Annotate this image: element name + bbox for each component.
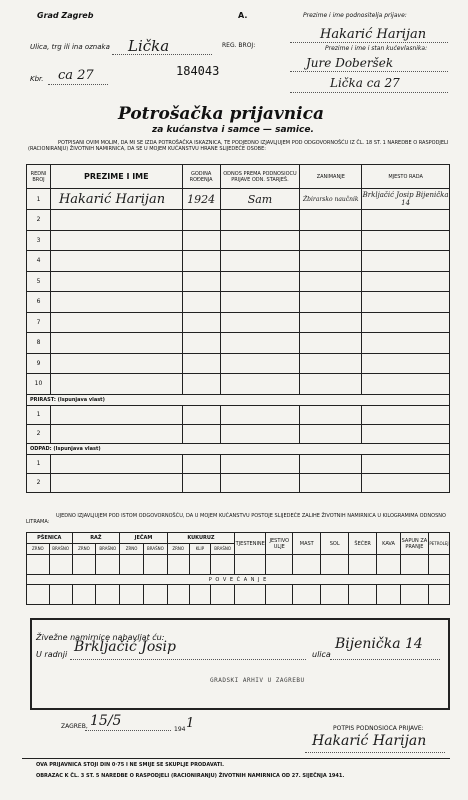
sub-brasno: BRAŠNO — [96, 544, 120, 555]
stock-table — [26, 532, 450, 605]
table-row — [27, 473, 450, 492]
row-number: 7 — [27, 312, 51, 333]
year-suffix: 1 — [186, 716, 195, 731]
row-number: 1 — [27, 454, 51, 473]
header-name: PREZIME I IME — [50, 165, 182, 189]
row-number: 1 — [27, 189, 51, 210]
row-number: 2 — [27, 473, 51, 492]
row-number: 2 — [27, 424, 51, 443]
table-row — [27, 230, 450, 251]
sub-zrno: ZRNO — [27, 544, 50, 555]
applicant-label: Prezime i ime podnositelja prijave: — [303, 12, 407, 19]
signature-value: Hakarić Harijan — [312, 733, 427, 749]
row-number: 8 — [27, 333, 51, 354]
reg-label: REG. BROJ: — [222, 42, 256, 49]
stock-mast: MAST — [293, 533, 321, 555]
prirast-label: PRIRAST: (Ispunjava vlast) — [27, 394, 450, 405]
stock-kava: KAVA — [377, 533, 401, 555]
stock-tjestenine: TJESTENINE — [235, 533, 266, 555]
stock-psenica: PŠENICA — [27, 533, 73, 544]
header-year: GODINA ROĐENJA — [182, 165, 220, 189]
date-value: 15/5 — [90, 713, 122, 729]
sub-zrno: ZRNO — [72, 544, 96, 555]
form-subtitle: za kućanstva i samce — samice. — [152, 125, 314, 135]
stock-ulje: JESTIVO ULJE — [266, 533, 293, 555]
supply-street-value: Bijenička 14 — [335, 636, 423, 652]
reg-number: 184043 — [176, 64, 220, 78]
supply-box — [30, 618, 450, 710]
header-relation: ODNOS PREMA PODNOSIOCU PRIJAVE ODN. STARJEŠ. — [220, 165, 300, 189]
row-number: 10 — [27, 374, 51, 395]
shop-value: Brkljačić Josip — [74, 639, 176, 655]
legal-note: OBRAZAC K ČL. 3 ST. 5 NAREDBE O RASPODJELI (RACIONIRANJU) ŽIVOTNIH NAMIRNICA OD 27. SIJEČNJA 1941. — [36, 773, 345, 779]
stock-sapun: SAPUN ZA PRANJE — [400, 533, 428, 555]
supply-label: Živežne namirnice nabavljat ću: — [36, 633, 165, 642]
form-title: Potrošačka prijavnica — [118, 104, 324, 124]
header-redni: REDNI BROJ — [27, 165, 51, 189]
table-row — [27, 271, 450, 292]
stock-petrolej: PETROLEJ — [428, 533, 449, 555]
place-label: ZAGREB, — [61, 723, 88, 730]
stock-sol: SOL — [321, 533, 349, 555]
odpad-label: ODPAD: (Ispunjava vlast) — [27, 443, 450, 454]
header-occupation: ZANIMANJE — [300, 165, 362, 189]
street-label2: ulica — [312, 650, 331, 659]
owner-address: Lička ca 27 — [330, 76, 400, 90]
table-row — [27, 424, 450, 443]
city-label: Grad Zagreb — [37, 11, 94, 20]
table-row — [27, 189, 450, 210]
row-number: 3 — [27, 230, 51, 251]
table-row — [27, 374, 450, 395]
table-row — [27, 312, 450, 333]
table-row — [27, 454, 450, 473]
row-number: 2 — [27, 210, 51, 231]
kbr-label: Kbr. — [30, 75, 44, 83]
person-year: 1924 — [182, 189, 220, 210]
year-prefix: 194 — [174, 726, 186, 733]
sub-zrno: ZRNO — [167, 544, 189, 555]
table-row — [27, 251, 450, 272]
stock-jecam: JEČAM — [120, 533, 168, 544]
table-row — [27, 353, 450, 374]
table-row — [27, 405, 450, 424]
stock-secer: ŠEĆER — [349, 533, 377, 555]
sub-brasno: BRAŠNO — [144, 544, 168, 555]
row-number: 5 — [27, 271, 51, 292]
row-number: 9 — [27, 353, 51, 374]
table-row — [27, 210, 450, 231]
shop-label: U radnji — [36, 650, 68, 659]
person-occupation: Žbirarsko naučnik — [300, 189, 362, 210]
form-letter: A. — [238, 11, 248, 20]
povecanje-label: P O V E Ć A N J E — [27, 575, 450, 585]
intro-text: POTPISANI OVIM MOLIM, DA MI SE IZDA POTROŠAČKA ISKAZNICA, TE PODJEDNO IZJAVLJUJEM POD ODGOVORNOŠĆU IZ ČL. 18 ST. 1 NAREDBE O RASPODJELI (RACIONIRANJU) ŽIVOTNIH NAMIRNICA, DA SE U MOJEM KUĆANSTVU HRANE SLIJEDEĆE OSOBE: — [28, 140, 449, 152]
row-number: 6 — [27, 292, 51, 313]
archive-stamp: GRADSKI ARHIV U ZAGREBU — [210, 677, 305, 684]
signature-label: POTPIS PODNOSIOCA PRIJAVE: — [333, 725, 424, 732]
person-workplace: Brkljačić Josip Bijenička 14 — [362, 189, 450, 210]
sub-zrno: ZRNO — [120, 544, 144, 555]
row-number: 1 — [27, 405, 51, 424]
household-label: Prezime i ime i stan kućevlasnika: — [325, 45, 428, 52]
table-row — [27, 333, 450, 354]
table-row — [27, 292, 450, 313]
applicant-value: Hakarić Harijan — [320, 27, 427, 42]
owner-value: Jure Doberšek — [306, 56, 394, 70]
row-number: 4 — [27, 251, 51, 272]
kbr-value: ca 27 — [58, 68, 94, 83]
person-name: Hakarić Harijan — [50, 189, 182, 210]
street-label: Ulica, trg ili ina oznaka — [30, 43, 110, 51]
sub-brasno: BRAŠNO — [211, 544, 235, 555]
persons-table — [26, 164, 450, 493]
header-workplace: MJESTO RADA — [362, 165, 450, 189]
sub-brasno: BRAŠNO — [49, 544, 72, 555]
stock-raz: RAŽ — [72, 533, 120, 544]
price-note: OVA PRIJAVNICA STOJI DIN 0·75 I NE SMIJE SE SKUPLJE PRODAVATI. — [36, 762, 225, 768]
sub-klip: KLIP — [189, 544, 211, 555]
declaration-text: UJEDNO IZJAVLJUJEM POD ISTOM ODGOVORNOŠĆU, DA U MOJEM KUĆANSTVU POSTOJE SLIJEDEĆE ZALIHE ŽIVOTNIH NAMIRNICA U KILOGRAMIMA ODNOSNO LITRAMA: — [26, 513, 446, 525]
stock-kukuruz: KUKURUZ — [167, 533, 234, 544]
person-relation: Sam — [220, 189, 300, 210]
street-value: Lička — [128, 37, 170, 55]
